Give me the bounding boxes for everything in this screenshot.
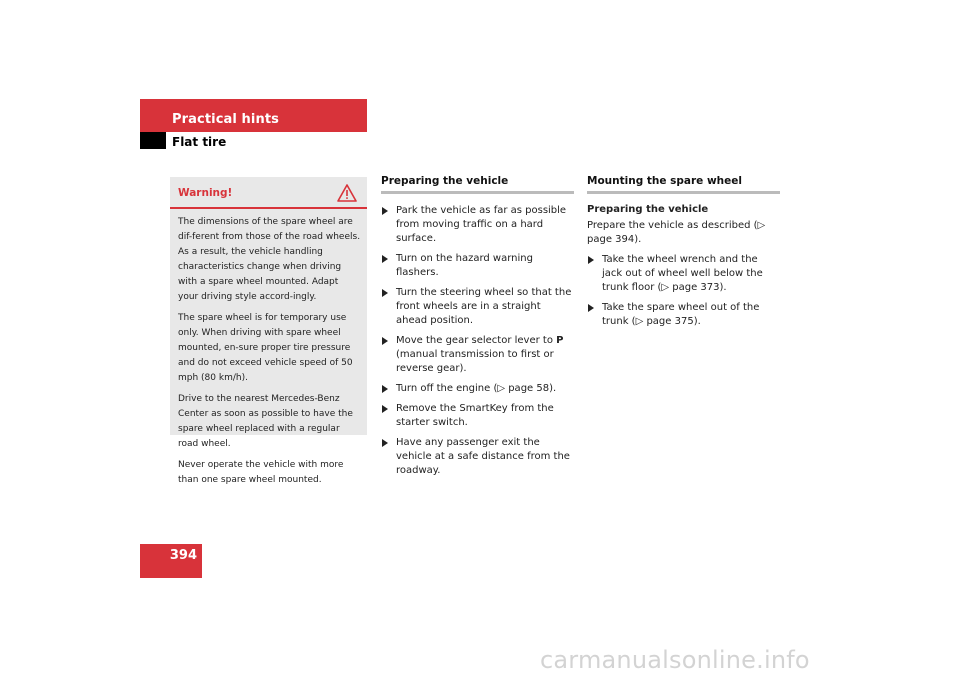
list-item: Remove the SmartKey from the starter switch.	[381, 402, 574, 430]
bullet-arrow-icon	[382, 255, 388, 263]
warning-paragraph: The dimensions of the spare wheel are dif-ferent from those of the road wheels. As a result, the vehicle handling characteristics change when driving with a spare wheel mounted. Adapt your driving style accord-ingly.	[178, 217, 361, 302]
warning-box	[170, 177, 367, 485]
mounting-steps	[587, 253, 780, 329]
preparing-heading: Preparing the vehicle	[381, 175, 574, 194]
warning-body	[170, 209, 367, 488]
bullet-arrow-icon	[588, 256, 594, 264]
page-number: 394	[169, 548, 197, 563]
warning-title: Warning!	[178, 187, 233, 199]
bullet-arrow-icon	[382, 289, 388, 297]
warning-paragraph: The spare wheel is for temporary use only. When driving with spare wheel mounted, en-sure proper tire pressure and do not exceed vehicle speed of 50 mph (80 km/h).	[178, 313, 353, 383]
list-item: Move the gear selector lever to P (manual transmission to first or reverse gear).	[381, 334, 574, 376]
list-item: Take the spare wheel out of the trunk (▷ page 375).	[587, 301, 780, 329]
mounting-intro: Prepare the vehicle as described (▷ page 394).	[587, 220, 766, 245]
warning-triangle-icon	[337, 183, 357, 203]
section-title: Practical hints	[172, 112, 279, 127]
page-number-box	[140, 544, 202, 578]
mounting-subheading: Preparing the vehicle	[587, 204, 709, 215]
gear-position-label: P	[556, 335, 564, 346]
bullet-arrow-icon	[382, 405, 388, 413]
preparing-column	[381, 175, 574, 484]
mounting-column	[587, 175, 780, 335]
warning-paragraph: Never operate the vehicle with more than one spare wheel mounted.	[178, 460, 344, 485]
bullet-arrow-icon	[382, 385, 388, 393]
subsection-title: Flat tire	[172, 135, 227, 149]
header-marker	[140, 132, 166, 149]
list-item: Turn the steering wheel so that the front wheels are in a straight ahead position.	[381, 286, 574, 328]
watermark: carmanualsonline.info	[540, 646, 810, 674]
list-item: Take the wheel wrench and the jack out of wheel well below the trunk floor (▷ page 373).	[587, 253, 780, 295]
list-item: Turn off the engine (▷ page 58).	[381, 382, 574, 396]
bullet-arrow-icon	[382, 337, 388, 345]
bullet-arrow-icon	[588, 304, 594, 312]
warning-paragraph: Drive to the nearest Mercedes-Benz Center as soon as possible to have the spare wheel replaced with a regular road wheel.	[178, 394, 353, 449]
list-item: Park the vehicle as far as possible from moving traffic on a hard surface.	[381, 204, 574, 246]
list-item: Have any passenger exit the vehicle at a safe distance from the roadway.	[381, 436, 574, 478]
preparing-steps	[381, 204, 574, 478]
bullet-arrow-icon	[382, 439, 388, 447]
mounting-heading: Mounting the spare wheel	[587, 175, 780, 194]
bullet-arrow-icon	[382, 207, 388, 215]
list-item: Turn on the hazard warning flashers.	[381, 252, 574, 280]
warning-header	[170, 177, 367, 209]
